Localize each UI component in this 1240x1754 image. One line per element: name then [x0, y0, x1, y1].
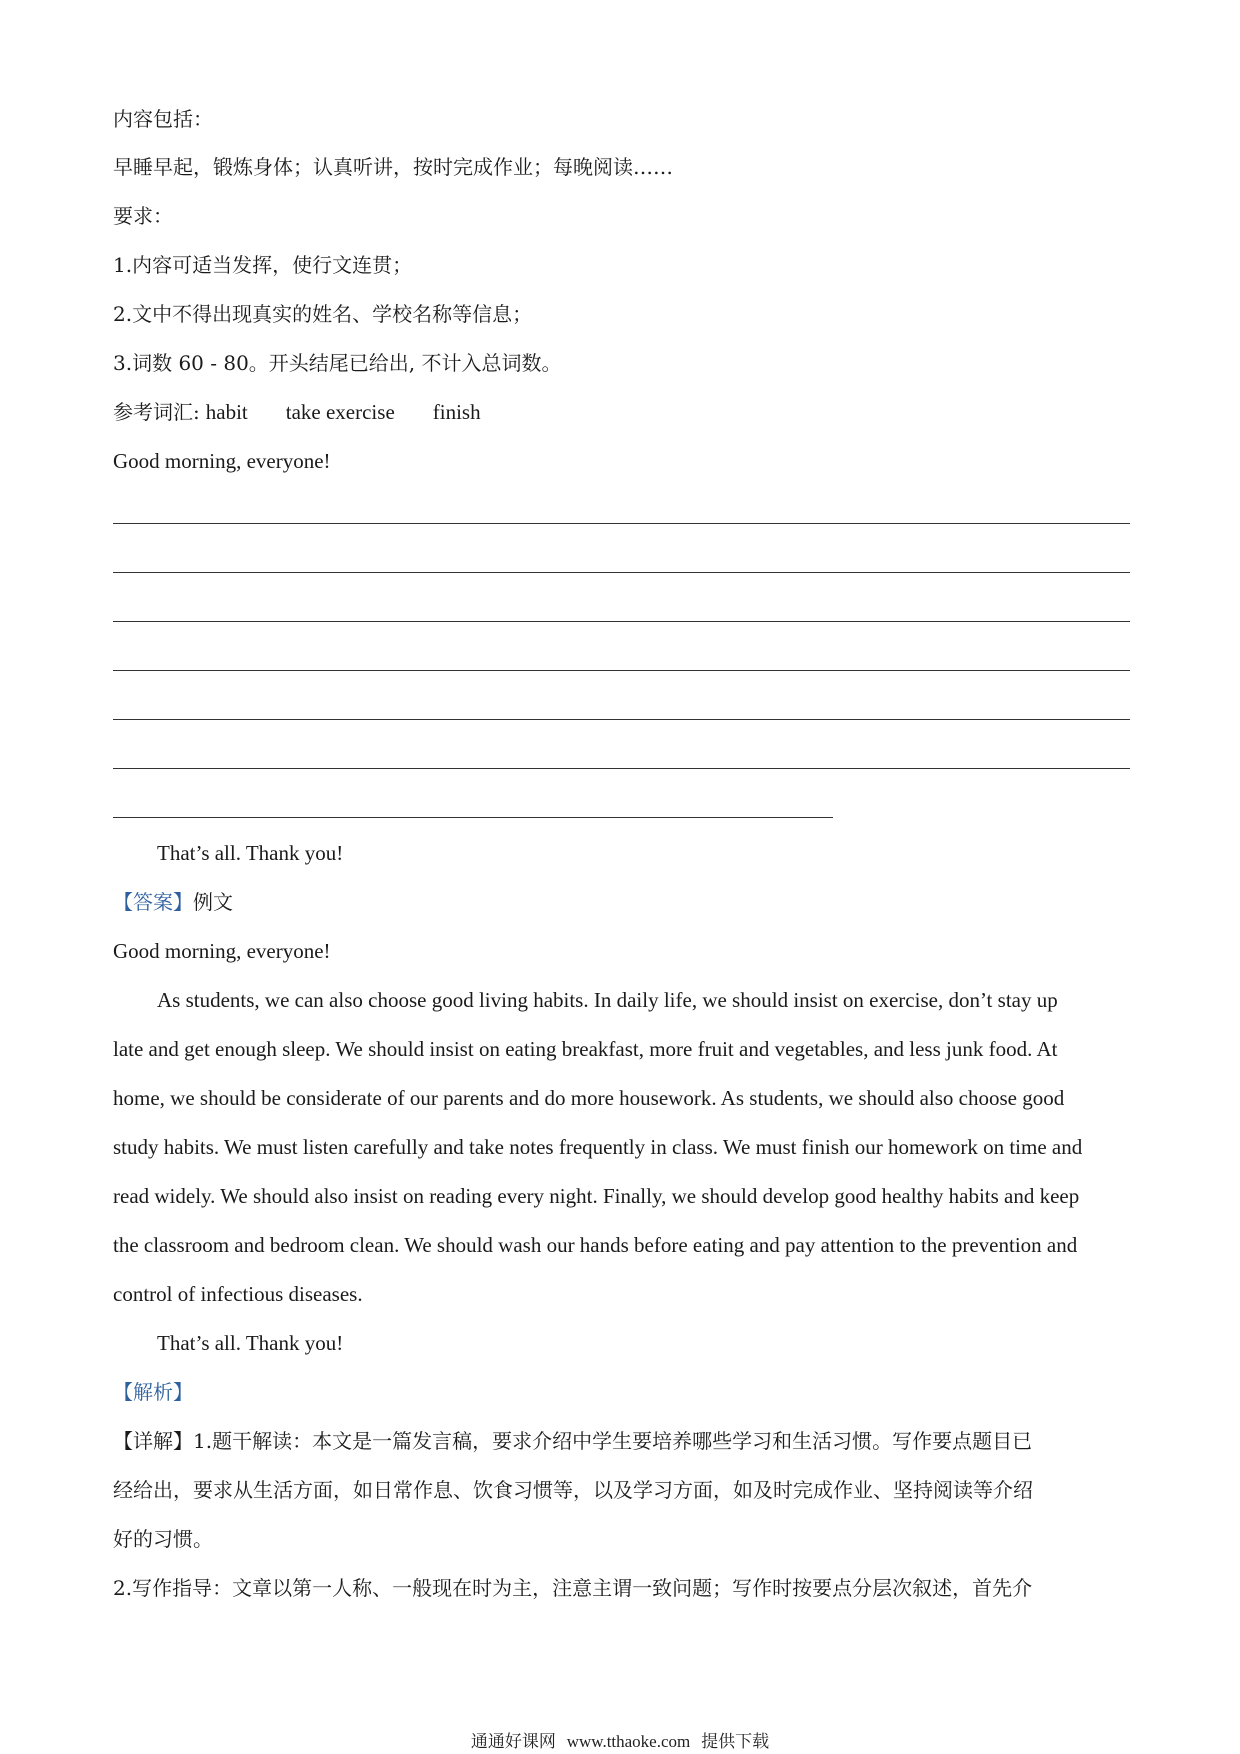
writing-line: [113, 670, 1130, 671]
answer-line-1: As students, we can also choose good living habits. In daily life, we should insist on exercise, don’t stay up: [157, 988, 1058, 1012]
writing-line: [113, 621, 1130, 622]
page-footer: [0, 1731, 1240, 1753]
vocab-word: take exercise: [285, 400, 395, 424]
answer-line-6: the classroom and bedroom clean. We should wash our hands before eating and pay attention to the prevention and: [113, 1233, 1078, 1257]
writing-line: [113, 572, 1130, 573]
requirements-label: 要求：: [113, 204, 173, 228]
content-label: 内容包括：: [113, 107, 213, 131]
answer-closing: That’s all. Thank you!: [157, 1331, 344, 1355]
answer-line-3: home, we should be considerate of our parents and do more housework. As students, we should also choose good: [113, 1086, 1065, 1110]
answer-line-7: control of infectious diseases.: [113, 1282, 363, 1306]
footer-suffix: 提供下载: [701, 1732, 770, 1752]
answer-line-2: late and get enough sleep. We should insist on eating breakfast, more fruit and vegetables, and less junk food. At: [113, 1037, 1058, 1061]
writing-line: [113, 523, 1130, 524]
analysis-line-4: 2.写作指导：文章以第一人称、一般现在时为主，注意主谓一致问题；写作时按要点分层次叙述，首先介: [113, 1576, 1033, 1600]
analysis-line-1: [113, 1427, 1032, 1455]
answer-line-5: read widely. We should also insist on reading every night. Finally, we should develop good healthy habits and keep: [113, 1184, 1080, 1208]
analysis-text: 1.题干解读：本文是一篇发言稿，要求介绍中学生要培养哪些学习和生活习惯。写作要点题目已: [193, 1429, 1033, 1453]
vocab-word: habit: [205, 400, 248, 424]
analysis-tag: 【解析】: [113, 1380, 193, 1404]
writing-line: [113, 768, 1130, 769]
requirement-item-1: 1.内容可适当发挥，使行文连贯；: [113, 253, 413, 277]
requirement-item-2: 2.文中不得出现真实的姓名、学校名称等信息；: [113, 302, 533, 326]
analysis-line-3: 好的习惯。: [113, 1527, 213, 1551]
footer-url[interactable]: www.tthaoke.com: [566, 1732, 691, 1751]
vocab-word: finish: [432, 400, 481, 424]
analysis-line-2: 经给出，要求从生活方面，如日常作息、饮食习惯等，以及学习方面，如及时完成作业、坚持阅读等介绍: [113, 1478, 1033, 1502]
detail-tag: 【详解】: [113, 1429, 193, 1453]
prompt-closing: That’s all. Thank you!: [157, 841, 344, 865]
vocab-label: 参考词汇:: [113, 400, 200, 424]
prompt-greeting: Good morning, everyone!: [113, 449, 331, 473]
answer-tag: 【答案】: [113, 890, 193, 914]
content-items: 早睡早起，锻炼身体；认真听讲，按时完成作业；每晚阅读……: [113, 155, 673, 179]
answer-greeting: Good morning, everyone!: [113, 939, 331, 963]
answer-line-4: study habits. We must listen carefully and take notes frequently in class. We must finish our homework on time and: [113, 1135, 1083, 1159]
writing-line: [113, 719, 1130, 720]
writing-line: [113, 817, 833, 818]
footer-site-name: 通通好课网: [470, 1732, 556, 1752]
answer-label: 例文: [193, 890, 233, 914]
requirement-item-3: 3.词数 60 - 80。开头结尾已给出, 不计入总词数。: [113, 351, 562, 375]
answer-heading: [113, 888, 233, 916]
vocab-line: [113, 398, 481, 426]
